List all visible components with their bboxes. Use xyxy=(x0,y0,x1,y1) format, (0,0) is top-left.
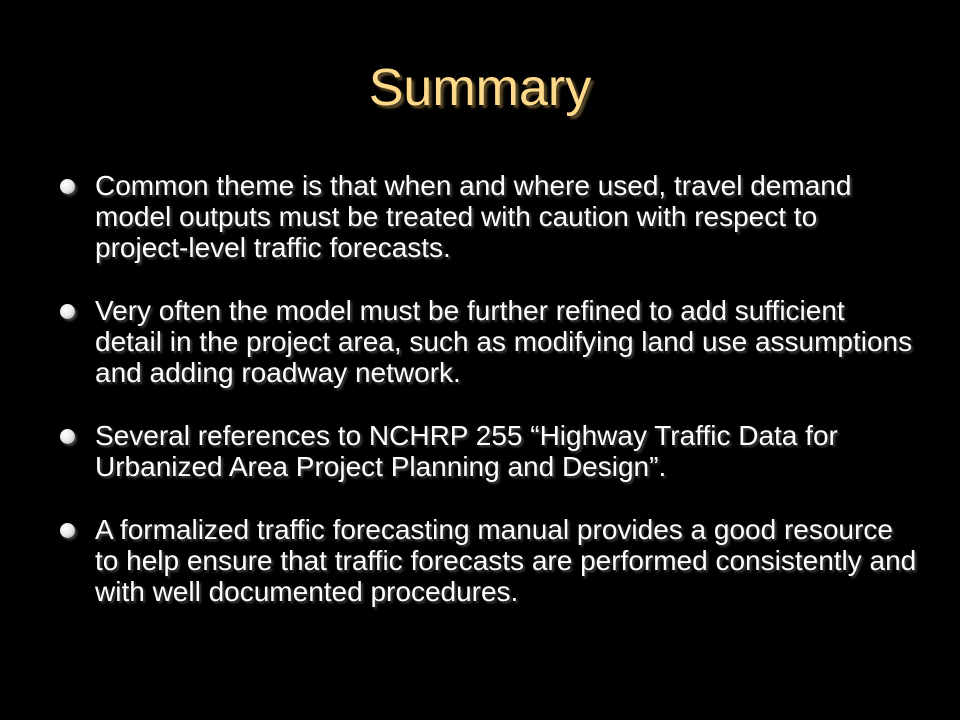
bullet-dot-icon xyxy=(60,304,75,319)
bullet-text: Several references to NCHRP 255 “Highway Traffic Data for Urbanized Area Project Planning and Design”. xyxy=(95,420,838,482)
bullet-text: Very often the model must be further refined to add sufficient detail in the project area, such as modifying land use assumptions and adding roadway network. xyxy=(95,295,913,388)
bullet-dot-icon xyxy=(60,429,75,444)
bullet-list xyxy=(58,170,918,639)
bullet-dot-icon xyxy=(60,523,75,538)
bullet-text: Common theme is that when and where used, travel demand model outputs must be treated with caution with respect to project-level traffic forecasts. xyxy=(95,170,852,263)
bullet-item xyxy=(58,420,918,482)
bullet-item xyxy=(58,514,918,607)
bullet-text: A formalized traffic forecasting manual provides a good resource to help ensure that traffic forecasts are performed consistently and with well documented procedures. xyxy=(95,514,917,607)
bullet-item xyxy=(58,170,918,263)
bullet-item xyxy=(58,295,918,388)
bullet-dot-icon xyxy=(60,179,75,194)
slide-title: Summary xyxy=(368,59,592,117)
